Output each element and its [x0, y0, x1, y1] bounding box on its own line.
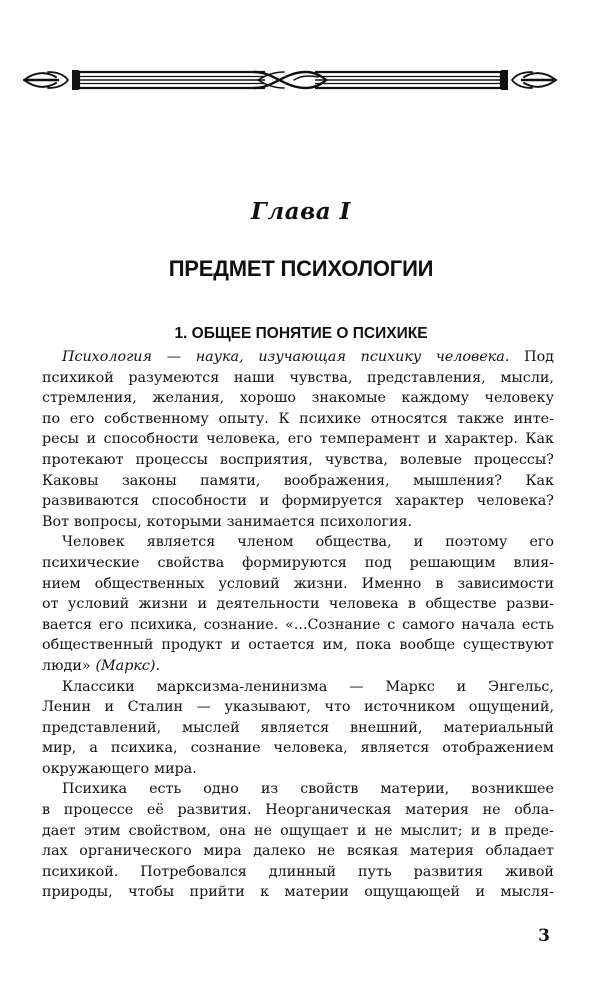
word: мир,: [42, 740, 77, 757]
word: чтобы: [128, 884, 175, 901]
text-line: [42, 512, 554, 533]
word: и: [197, 596, 207, 613]
word: и: [86, 431, 97, 448]
word: разумеются: [128, 369, 220, 386]
text-line: [42, 738, 554, 759]
word: марксизма-ленинизма: [156, 678, 328, 695]
word: самого: [402, 616, 455, 633]
word: волевые: [399, 451, 462, 468]
word: вается: [42, 616, 92, 633]
word: его: [287, 431, 313, 448]
word: мысля-: [500, 884, 554, 901]
word: Психология: [62, 349, 152, 365]
word: человека.: [435, 349, 510, 365]
word: восприятия,: [219, 451, 313, 468]
text-line: [42, 532, 554, 553]
word: в: [407, 596, 416, 613]
text-line: [42, 429, 554, 450]
word: жизни.: [293, 575, 348, 592]
text-line: [42, 862, 554, 883]
word: она: [219, 822, 246, 839]
word: психику: [360, 349, 422, 365]
word: занимается: [226, 513, 316, 530]
word: воображения,: [283, 472, 390, 489]
word: с: [387, 616, 396, 633]
word: живой: [505, 863, 554, 880]
word: обла-: [514, 802, 554, 819]
word: существуют: [463, 637, 554, 654]
word: разви-: [506, 596, 554, 613]
word: и: [230, 637, 241, 654]
word: к: [260, 884, 270, 901]
word: этим: [83, 822, 121, 839]
word: психика,: [110, 740, 178, 757]
word: Каковы: [42, 472, 99, 489]
word: мышления?: [412, 472, 503, 489]
word: решающим: [409, 554, 496, 571]
word: материя: [410, 843, 474, 860]
word: развиваются: [42, 493, 140, 510]
word: человека?: [476, 493, 554, 510]
word: деятельности: [216, 596, 320, 613]
text-line: [42, 594, 554, 615]
word: —: [349, 678, 364, 695]
word: окружающего: [42, 760, 150, 777]
word: Сталин: [127, 699, 184, 716]
word: общественный: [42, 637, 154, 654]
text-line: [42, 718, 554, 739]
word: Энгельс,: [488, 678, 554, 695]
word: условий: [67, 596, 130, 613]
word: из: [260, 781, 279, 798]
text-line: [42, 882, 554, 903]
word: в: [42, 802, 51, 819]
word: влия-: [513, 554, 554, 571]
word: Именно: [361, 575, 422, 592]
word: ощущений,: [468, 699, 554, 716]
word: инте-: [513, 410, 554, 427]
word: не: [482, 802, 501, 819]
word: Потребовался: [140, 863, 247, 880]
word: под: [364, 554, 392, 571]
word: чувства,: [324, 451, 388, 468]
word: (Маркс).: [95, 657, 161, 674]
text-line: [42, 656, 554, 677]
word: является: [146, 534, 216, 551]
word: не: [317, 843, 336, 860]
word: опыту.: [218, 410, 269, 427]
word: ресы: [42, 431, 79, 448]
text-line: [42, 388, 554, 409]
text-line: [42, 368, 554, 389]
word: Как: [525, 431, 554, 448]
word: Человек: [62, 534, 125, 551]
word: психикой.: [42, 863, 119, 880]
decorative-header-ornament: [22, 58, 558, 102]
word: обществе: [425, 596, 497, 613]
word: чувства,: [289, 369, 353, 386]
word: психике: [299, 410, 362, 427]
word: одно: [203, 781, 239, 798]
chapter-title: ПРЕДМЕТ ПСИХОЛОГИИ: [168, 256, 434, 281]
word: которыми: [146, 513, 222, 530]
word: собственному: [103, 410, 209, 427]
word: его: [98, 616, 124, 633]
word: процессе: [63, 802, 134, 819]
text-line: [42, 779, 554, 800]
body-text: [42, 347, 554, 903]
word: психология.: [320, 513, 413, 530]
word: зависимости: [457, 575, 554, 592]
text-line: [42, 759, 554, 780]
word: развития.: [177, 802, 252, 819]
word: не: [374, 822, 393, 839]
word: его: [69, 410, 95, 427]
word: психические: [42, 554, 140, 571]
text-line: [42, 574, 554, 595]
text-line: [42, 697, 554, 718]
text-line: [42, 615, 554, 636]
word: темперамент: [319, 431, 421, 448]
word: прийти: [189, 884, 245, 901]
word: начала: [461, 616, 515, 633]
word: материи: [284, 884, 349, 901]
word: что: [324, 699, 351, 716]
word: наука,: [195, 349, 244, 365]
word: пока: [355, 637, 392, 654]
word: общественных: [94, 575, 205, 592]
word: Как: [525, 472, 554, 489]
text-line: [42, 677, 554, 698]
word: ощущающей: [364, 884, 461, 901]
word: остается: [248, 637, 315, 654]
word: и: [356, 822, 367, 839]
word: обладает: [485, 843, 554, 860]
section-title: 1. ОБЩЕЕ ПОНЯТИЕ О ПСИХИКЕ: [174, 325, 428, 342]
word: представлений,: [42, 719, 162, 736]
word: и: [104, 699, 115, 716]
word: природы,: [42, 884, 113, 901]
word: и: [259, 493, 270, 510]
word: также: [457, 410, 505, 427]
word: способности: [103, 431, 199, 448]
word: люди»: [42, 657, 91, 674]
word: желания,: [152, 390, 225, 407]
word: стремления,: [42, 390, 137, 407]
word: процессы: [135, 451, 208, 468]
word: вопросы,: [73, 513, 142, 530]
word: психикой: [42, 369, 114, 386]
word: человека,: [273, 740, 348, 757]
word: является: [360, 740, 430, 757]
word: нием: [42, 575, 81, 592]
word: Классики: [62, 678, 135, 695]
word: длинный: [268, 863, 337, 880]
word: характер.: [444, 431, 518, 448]
word: сознание.: [203, 616, 279, 633]
word: представления,: [367, 369, 486, 386]
word: является: [260, 719, 330, 736]
word: каждому: [401, 390, 469, 407]
word: лах: [42, 843, 68, 860]
word: условий: [218, 575, 280, 592]
word: К: [278, 410, 290, 427]
word: изучающая: [258, 349, 346, 365]
word: а: [89, 740, 98, 757]
text-line: [42, 800, 554, 821]
text-line: [42, 450, 554, 471]
word: поэтому: [445, 534, 508, 551]
word: всякая: [346, 843, 399, 860]
word: Маркс: [385, 678, 435, 695]
word: по: [42, 410, 61, 427]
word: общества,: [315, 534, 392, 551]
word: —: [196, 699, 211, 716]
word: органического: [79, 843, 192, 860]
word: знакомые: [311, 390, 386, 407]
word: психика,: [130, 616, 197, 633]
word: жизни: [138, 596, 189, 613]
text-line: [42, 821, 554, 842]
word: её: [146, 802, 164, 819]
word: мысли,: [500, 369, 554, 386]
page-number: 3: [538, 926, 550, 946]
text-line: [42, 635, 554, 656]
text-line: [42, 491, 554, 512]
word: формируются: [242, 554, 347, 571]
word: человеку: [484, 390, 554, 407]
word: протекают: [42, 451, 124, 468]
word: «...Сознание: [285, 616, 381, 633]
word: процессы?: [473, 451, 554, 468]
word: материальный: [443, 719, 554, 736]
word: не: [254, 822, 273, 839]
text-line: [42, 347, 554, 368]
word: есть: [521, 616, 554, 633]
word: характер: [395, 493, 464, 510]
word: и: [470, 822, 481, 839]
word: и: [413, 534, 424, 551]
word: членом: [237, 534, 294, 551]
text-line: [42, 841, 554, 862]
word: отображением: [442, 740, 554, 757]
word: —: [166, 349, 181, 365]
word: путь: [358, 863, 392, 880]
word: далеко: [253, 843, 306, 860]
word: источником: [364, 699, 456, 716]
word: в: [488, 822, 497, 839]
word: Ленин: [42, 699, 91, 716]
text-line: [42, 409, 554, 430]
word: материя: [405, 802, 469, 819]
word: относятся: [370, 410, 448, 427]
word: от: [42, 596, 59, 613]
word: указывают,: [224, 699, 311, 716]
word: свойств: [300, 781, 359, 798]
text-line: [42, 471, 554, 492]
word: его: [529, 534, 554, 551]
word: мыслей: [182, 719, 240, 736]
word: хорошо: [239, 390, 297, 407]
word: и: [456, 678, 467, 695]
word: памяти,: [200, 472, 261, 489]
word: ощущает: [280, 822, 349, 839]
word: мира.: [153, 760, 197, 777]
word: сознание: [190, 740, 261, 757]
word: Под: [524, 349, 554, 365]
word: и: [427, 431, 438, 448]
word: человека: [328, 596, 399, 613]
word: свойством,: [128, 822, 212, 839]
word: мира: [203, 843, 242, 860]
word: есть: [149, 781, 182, 798]
word: им,: [322, 637, 348, 654]
word: Психика: [62, 781, 128, 798]
word: дает: [42, 822, 76, 839]
word: Неорганическая: [265, 802, 392, 819]
word: законы: [121, 472, 177, 489]
word: внешний,: [350, 719, 423, 736]
word: развития: [413, 863, 484, 880]
word: преде-: [504, 822, 554, 839]
word: способности: [151, 493, 247, 510]
text-line: [42, 553, 554, 574]
word: Вот: [42, 513, 70, 530]
word: продукт: [161, 637, 223, 654]
word: возникшее: [471, 781, 554, 798]
word: вообще: [399, 637, 456, 654]
word: наши: [233, 369, 275, 386]
word: и: [475, 884, 486, 901]
word: человека,: [206, 431, 281, 448]
word: мыслит;: [400, 822, 463, 839]
word: в: [435, 575, 444, 592]
word: формируется: [281, 493, 383, 510]
word: свойства: [157, 554, 225, 571]
word: материи,: [380, 781, 450, 798]
chapter-label: Глава I: [251, 198, 351, 225]
